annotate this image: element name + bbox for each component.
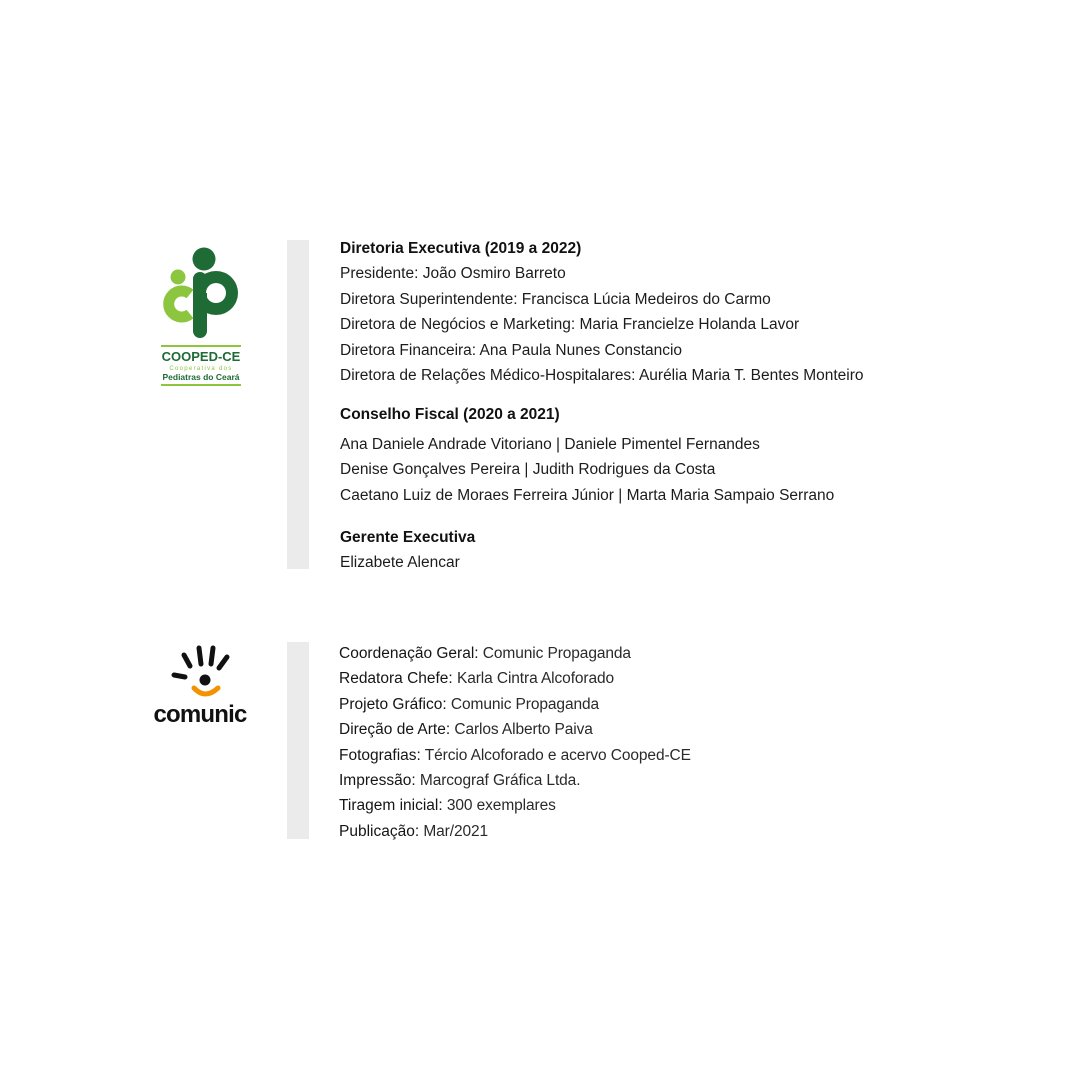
diretoria-line: Diretora Superintendente: Francisca Lúcia Medeiros do Carmo: [340, 290, 771, 308]
credit-line: [339, 717, 691, 742]
cooped-ce-logo-tagline: Pediatras do Ceará: [162, 372, 240, 382]
cooped-ce-logo: [156, 244, 248, 394]
credit-line: [339, 793, 691, 818]
credit-value: Karla Cintra Alcoforado: [452, 670, 615, 688]
diretoria-heading: Diretoria Executiva (2019 a 2022): [340, 240, 582, 257]
credit-value: Comunic Propaganda: [478, 645, 631, 662]
credit-line: [339, 666, 691, 691]
credits-block: [339, 641, 691, 844]
credit-value: Marcograf Gráfica Ltda.: [415, 772, 581, 790]
conselho-line: Ana Daniele Andrade Vitoriano | Daniele Pimentel Fernandes: [340, 435, 760, 453]
credit-value: Tércio Alcoforado e acervo Cooped-CE: [420, 746, 691, 764]
diretoria-line: Diretora de Relações Médico-Hospitalares: Aurélia Maria T. Bentes Monteiro: [340, 367, 864, 385]
credit-value: Carlos Alberto Paiva: [450, 721, 593, 739]
cooped-ce-logo-name: COOPED-CE: [161, 349, 241, 364]
divider-bar-top: [287, 240, 309, 569]
diretoria-line: Presidente: João Osmiro Barreto: [340, 265, 566, 283]
credit-value: 300 exemplares: [442, 797, 556, 815]
credit-line: [339, 768, 691, 793]
credit-label: Publicação:: [339, 822, 420, 840]
conselho-line: Caetano Luiz de Moraes Ferreira Júnior | Marta Maria Sampaio Serrano: [340, 486, 835, 504]
divider-bar-bottom: [287, 642, 309, 839]
credit-label: Impressão:: [339, 772, 416, 790]
credit-label: Coordenação Geral:: [339, 645, 479, 662]
credit-label: Redatora Chefe:: [339, 670, 453, 688]
comunic-logo-mark: [138, 640, 264, 730]
cooped-ce-logo-subtitle: Cooperativa dos: [169, 366, 233, 372]
credit-value: Comunic Propaganda: [446, 695, 600, 713]
staff-block: [340, 236, 864, 576]
cooped-ce-logo-mark: [156, 244, 248, 394]
diretoria-line: Diretora Financeira: Ana Paula Nunes Constancio: [340, 341, 683, 359]
credit-line: [339, 743, 691, 768]
diretoria-line: Diretora de Negócios e Marketing: Maria Francielze Holanda Lavor: [340, 316, 800, 334]
credit-value: Mar/2021: [419, 822, 489, 840]
credit-line: [339, 819, 691, 844]
comunic-logo-name: comunic: [153, 701, 247, 728]
gerente-line: Elizabete Alencar: [340, 554, 460, 572]
gerente-heading: Gerente Executiva: [340, 529, 476, 547]
credit-label: Direção de Arte:: [339, 721, 451, 739]
credit-label: Fotografias:: [339, 746, 421, 764]
credit-label: Tiragem inicial:: [339, 797, 443, 815]
credit-label: Projeto Gráfico:: [339, 695, 447, 713]
credit-line: [339, 641, 691, 666]
conselho-heading: Conselho Fiscal (2020 a 2021): [340, 406, 560, 424]
comunic-logo: [138, 640, 264, 730]
conselho-line: Denise Gonçalves Pereira | Judith Rodrigues da Costa: [340, 461, 716, 479]
credit-line: [339, 692, 691, 717]
